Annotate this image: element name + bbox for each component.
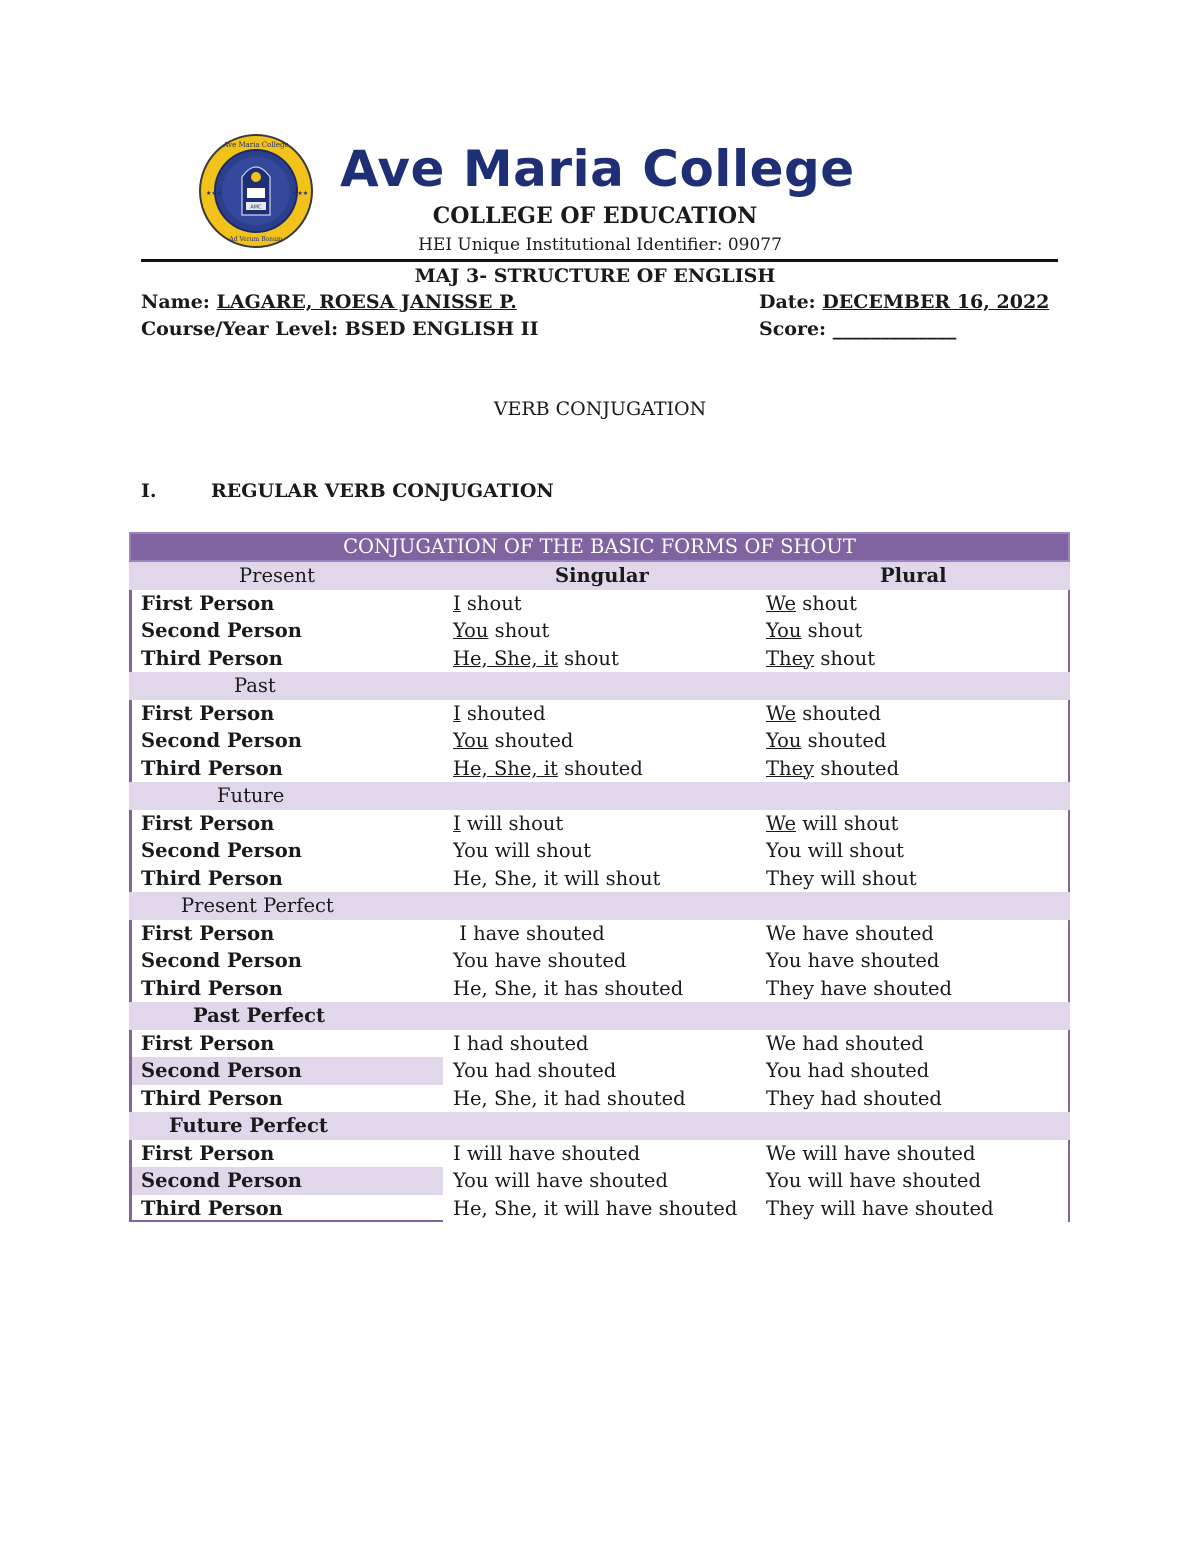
table-body: [129, 562, 1070, 1222]
table-right-border: [1068, 1085, 1070, 1113]
table-left-border: [129, 920, 132, 948]
table-right-border: [1068, 1195, 1070, 1223]
table-right-border: [1068, 1140, 1070, 1168]
singular-cell: He, She, it had shouted: [453, 1086, 686, 1110]
section-title: REGULAR VERB CONJUGATION: [211, 480, 554, 502]
table-left-border: [129, 1030, 132, 1058]
table-row: [129, 590, 1070, 618]
college-name: Ave Maria College: [340, 140, 855, 198]
table-row: [129, 865, 1070, 893]
plural-cell: They shout: [766, 646, 876, 670]
tense-header-row: [129, 1002, 1070, 1030]
table-left-border: [129, 1057, 132, 1085]
singular-cell: I had shouted: [453, 1031, 589, 1055]
singular-cell: You have shouted: [453, 949, 627, 972]
svg-text:Ave Maria College: Ave Maria College: [223, 141, 289, 149]
plural-cell: You shouted: [766, 729, 887, 752]
singular-cell: I shouted: [453, 701, 546, 725]
plural-cell: They will shout: [766, 866, 917, 890]
table-row: [129, 1140, 1070, 1168]
person-cell: Second Person: [141, 949, 302, 972]
table-right-border: [1068, 947, 1070, 975]
svg-text:AMC: AMC: [250, 204, 262, 211]
tense-header-row: [129, 672, 1070, 700]
plural-cell: They shouted: [766, 756, 900, 780]
score-blank: _____________: [832, 318, 957, 340]
course-title: MAJ 3- STRUCTURE OF ENGLISH: [414, 265, 776, 287]
table-left-border: [129, 727, 132, 755]
table-left-border: [129, 700, 132, 728]
person-cell: Second Person: [141, 839, 302, 862]
plural-cell: They had shouted: [766, 1086, 942, 1110]
person-cell: Third Person: [141, 976, 283, 1000]
date-line: [759, 291, 1049, 313]
table-left-border: [129, 865, 132, 893]
plural-cell: We shout: [766, 591, 857, 615]
name-value: LAGARE, ROESA JANISSE P.: [216, 291, 517, 313]
course-line: [141, 318, 538, 340]
tense-label: Future Perfect: [169, 1114, 328, 1137]
plural-cell: You will shout: [766, 839, 904, 862]
svg-text:★★★: ★★★: [206, 190, 223, 197]
department-name: COLLEGE OF EDUCATION: [432, 203, 758, 229]
table-left-border: [129, 645, 132, 673]
plural-cell: We will shout: [766, 811, 899, 835]
course-value: BSED ENGLISH II: [344, 318, 539, 340]
date-value: DECEMBER 16, 2022: [822, 291, 1050, 313]
table-title-row: [129, 532, 1070, 562]
table-right-border: [1068, 727, 1070, 755]
person-cell: Third Person: [141, 866, 283, 890]
course-label: Course/Year Level:: [141, 318, 339, 340]
table-row: [129, 975, 1070, 1003]
table-bottom-border: [129, 1220, 443, 1222]
plural-cell: You will have shouted: [766, 1169, 981, 1192]
svg-text:★★★: ★★★: [292, 190, 309, 197]
table-row: [129, 645, 1070, 673]
singular-cell: I shout: [453, 591, 522, 615]
singular-cell: You shouted: [453, 729, 574, 752]
svg-text:Ad Verum Bonum: Ad Verum Bonum: [229, 236, 283, 243]
plural-cell: You have shouted: [766, 949, 940, 972]
person-cell: Second Person: [141, 729, 302, 752]
tense-header-row: [129, 782, 1070, 810]
name-line: [141, 291, 517, 313]
table-row: [129, 810, 1070, 838]
table-right-border: [1068, 1057, 1070, 1085]
name-label: Name:: [141, 291, 210, 313]
person-cell: Second Person: [141, 619, 302, 642]
table-row: [129, 837, 1070, 865]
table-row: [129, 1085, 1070, 1113]
conjugation-table: [129, 532, 1070, 1222]
person-cell: First Person: [141, 921, 275, 945]
person-cell: First Person: [141, 1141, 275, 1165]
college-seal-logo: [198, 133, 314, 249]
tense-label: Present: [239, 564, 315, 587]
tense-label: Past Perfect: [193, 1004, 326, 1027]
plural-cell: They will have shouted: [766, 1196, 994, 1220]
score-label: Score:: [759, 318, 827, 340]
tense-label: Present Perfect: [181, 894, 334, 917]
table-left-border: [129, 975, 132, 1003]
table-row: [129, 1167, 1070, 1195]
date-label: Date:: [759, 291, 816, 313]
tense-label: Future: [217, 784, 285, 807]
table-right-border: [1068, 1167, 1070, 1195]
table-right-border: [1068, 700, 1070, 728]
table-right-border: [1068, 837, 1070, 865]
tense-header-row: [129, 1112, 1070, 1140]
tense-header-row: [129, 562, 1070, 590]
table-left-border: [129, 755, 132, 783]
table-row: [129, 1030, 1070, 1058]
table-left-border: [129, 1085, 132, 1113]
person-cell: Third Person: [141, 1196, 283, 1220]
singular-cell: You will shout: [453, 839, 591, 862]
table-left-border: [129, 947, 132, 975]
table-right-border: [1068, 920, 1070, 948]
person-cell: Second Person: [141, 1059, 302, 1082]
person-cell: First Person: [141, 591, 275, 615]
plural-cell: You had shouted: [766, 1059, 930, 1082]
person-cell: First Person: [141, 701, 275, 725]
table-row: [129, 617, 1070, 645]
person-cell: First Person: [141, 1031, 275, 1055]
table-left-border: [129, 1167, 132, 1195]
tense-label: Past: [234, 674, 276, 697]
plural-cell: We had shouted: [766, 1031, 924, 1055]
table-right-border: [1068, 1030, 1070, 1058]
tense-header-row: [129, 892, 1070, 920]
plural-cell: We have shouted: [766, 921, 934, 945]
table-right-border: [1068, 755, 1070, 783]
person-cell: Third Person: [141, 1086, 283, 1110]
table-right-border: [1068, 865, 1070, 893]
table-row: [129, 947, 1070, 975]
singular-cell: I will have shouted: [453, 1141, 641, 1165]
person-cell: First Person: [141, 811, 275, 835]
table-row: [129, 1195, 1070, 1223]
institution-identifier: HEI Unique Institutional Identifier: 09077: [418, 235, 782, 255]
table-row: [129, 755, 1070, 783]
plural-cell: They have shouted: [766, 976, 952, 1000]
table-left-border: [129, 590, 132, 618]
singular-cell: He, She, it has shouted: [453, 976, 684, 1000]
column-header-singular: Singular: [555, 564, 649, 587]
table-left-border: [129, 1140, 132, 1168]
singular-cell: I have shouted: [453, 921, 605, 945]
table-right-border: [1068, 645, 1070, 673]
table-row: [129, 727, 1070, 755]
table-title: CONJUGATION OF THE BASIC FORMS OF SHOUT: [343, 535, 856, 558]
singular-cell: He, She, it shouted: [453, 756, 643, 780]
singular-cell: You will have shouted: [453, 1169, 668, 1192]
person-cell: Third Person: [141, 756, 283, 780]
score-line: [759, 318, 956, 340]
header-divider: [141, 259, 1058, 262]
table-row: [129, 1057, 1070, 1085]
singular-cell: He, She, it shout: [453, 646, 619, 670]
table-left-border: [129, 1195, 132, 1223]
plural-cell: We will have shouted: [766, 1141, 976, 1165]
singular-cell: You shout: [453, 619, 550, 642]
singular-cell: You had shouted: [453, 1059, 617, 1082]
table-right-border: [1068, 590, 1070, 618]
column-header-plural: Plural: [880, 564, 947, 587]
plural-cell: You shout: [766, 619, 863, 642]
table-left-border: [129, 837, 132, 865]
singular-cell: He, She, it will shout: [453, 866, 661, 890]
table-left-border: [129, 617, 132, 645]
table-right-border: [1068, 810, 1070, 838]
plural-cell: We shouted: [766, 701, 881, 725]
table-left-border: [129, 810, 132, 838]
singular-cell: I will shout: [453, 811, 564, 835]
table-right-border: [1068, 617, 1070, 645]
singular-cell: He, She, it will have shouted: [453, 1196, 738, 1220]
section-number: I.: [141, 480, 157, 502]
table-right-border: [1068, 975, 1070, 1003]
person-cell: Third Person: [141, 646, 283, 670]
document-title: VERB CONJUGATION: [493, 398, 707, 420]
table-row: [129, 920, 1070, 948]
person-cell: Second Person: [141, 1169, 302, 1192]
table-row: [129, 700, 1070, 728]
